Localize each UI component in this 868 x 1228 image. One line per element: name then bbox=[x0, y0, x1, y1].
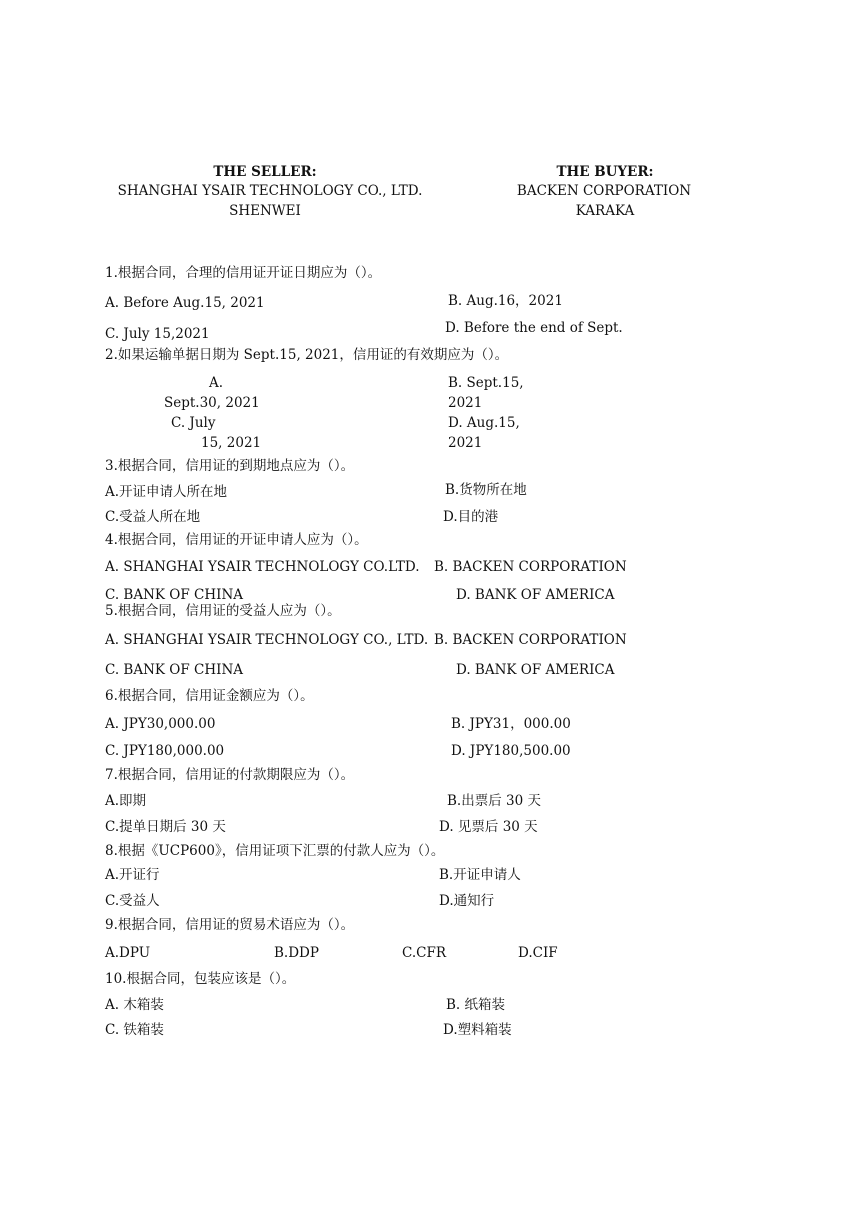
q9-option-c: C.CFR bbox=[402, 945, 447, 961]
q4-option-b: B. BACKEN CORPORATION bbox=[434, 559, 627, 575]
q10-option-c: C. 铁箱装 bbox=[105, 1022, 164, 1038]
q7-option-a: A.即期 bbox=[105, 793, 147, 809]
q8-option-b: B.开证申请人 bbox=[439, 867, 521, 883]
question-7: 7.根据合同，信用证的付款期限应为（）。 bbox=[105, 767, 355, 783]
q1-option-b: B. Aug.16，2021 bbox=[448, 293, 563, 309]
q10-option-d: D.塑料箱装 bbox=[443, 1022, 512, 1038]
q8-option-d: D.通知行 bbox=[439, 893, 495, 909]
q3-option-b: B.货物所在地 bbox=[445, 482, 527, 498]
q7-option-d: D. 见票后 30 天 bbox=[439, 819, 538, 835]
q1-option-a: A. Before Aug.15, 2021 bbox=[105, 295, 265, 311]
q3-option-a: A.开证申请人所在地 bbox=[105, 484, 228, 500]
question-3: 3.根据合同，信用证的到期地点应为（）。 bbox=[105, 458, 355, 474]
q2-option-b-value: 2021 bbox=[448, 395, 483, 411]
q3-option-d: D.目的港 bbox=[443, 509, 499, 525]
q4-option-d: D. BANK OF AMERICA bbox=[456, 587, 615, 603]
q7-option-c: C.提单日期后 30 天 bbox=[105, 819, 226, 835]
q2-option-d-value: 2021 bbox=[448, 435, 483, 451]
q4-option-c: C. BANK OF CHINA bbox=[105, 587, 244, 603]
q2-option-a-value: Sept.30, 2021 bbox=[164, 395, 260, 411]
buyer-company: BACKEN CORPORATION bbox=[516, 183, 692, 199]
buyer-person: KARAKA bbox=[575, 203, 635, 219]
question-4: 4.根据合同，信用证的开证申请人应为（）。 bbox=[105, 532, 368, 548]
q6-option-a: A. JPY30,000.00 bbox=[105, 716, 216, 732]
q8-option-c: C.受益人 bbox=[105, 893, 160, 909]
q7-option-b: B.出票后 30 天 bbox=[447, 793, 541, 809]
question-6: 6.根据合同，信用证金额应为（）。 bbox=[105, 688, 314, 704]
question-5: 5.根据合同，信用证的受益人应为（）。 bbox=[105, 603, 341, 619]
q1-option-c: C. July 15,2021 bbox=[105, 326, 210, 342]
q2-option-c-value: 15, 2021 bbox=[201, 435, 262, 451]
q5-option-a: A. SHANGHAI YSAIR TECHNOLOGY CO., LTD. bbox=[105, 632, 429, 648]
q10-option-a: A. 木箱装 bbox=[105, 997, 164, 1013]
q6-option-c: C. JPY180,000.00 bbox=[105, 743, 225, 759]
question-10: 10.根据合同，包装应该是（）。 bbox=[105, 971, 296, 987]
q2-option-c: C. July bbox=[171, 415, 216, 431]
q1-option-d: D. Before the end of Sept. bbox=[445, 320, 623, 336]
question-9: 9.根据合同，信用证的贸易术语应为（）。 bbox=[105, 917, 355, 933]
q9-option-b: B.DDP bbox=[274, 945, 319, 961]
q5-option-b: B. BACKEN CORPORATION bbox=[434, 632, 627, 648]
q6-option-b: B. JPY31，000.00 bbox=[451, 716, 571, 732]
q5-option-c: C. BANK OF CHINA bbox=[105, 662, 244, 678]
q4-option-a: A. SHANGHAI YSAIR TECHNOLOGY CO.LTD. bbox=[105, 559, 420, 575]
q6-option-d: D. JPY180,500.00 bbox=[451, 743, 571, 759]
buyer-label: THE BUYER: bbox=[556, 164, 654, 180]
q9-option-a: A.DPU bbox=[105, 945, 151, 961]
q5-option-d: D. BANK OF AMERICA bbox=[456, 662, 615, 678]
q2-option-d: D. Aug.15, bbox=[448, 415, 520, 431]
q2-option-b: B. Sept.15, bbox=[448, 375, 524, 391]
q8-option-a: A.开证行 bbox=[105, 867, 160, 883]
question-1: 1.根据合同，合理的信用证开证日期应为（）。 bbox=[105, 265, 382, 281]
question-2: 2.如果运输单据日期为 Sept.15, 2021，信用证的有效期应为（）。 bbox=[105, 347, 509, 363]
q2-option-a: A. bbox=[209, 375, 224, 391]
seller-label: THE SELLER: bbox=[213, 164, 317, 180]
q9-option-d: D.CIF bbox=[518, 945, 558, 961]
seller-company: SHANGHAI YSAIR TECHNOLOGY CO., LTD. bbox=[117, 183, 423, 199]
q10-option-b: B. 纸箱装 bbox=[446, 997, 506, 1013]
q3-option-c: C.受益人所在地 bbox=[105, 509, 201, 525]
question-8: 8.根据《UCP600》，信用证项下汇票的付款人应为（）。 bbox=[105, 843, 445, 859]
seller-person: SHENWEI bbox=[229, 203, 301, 219]
